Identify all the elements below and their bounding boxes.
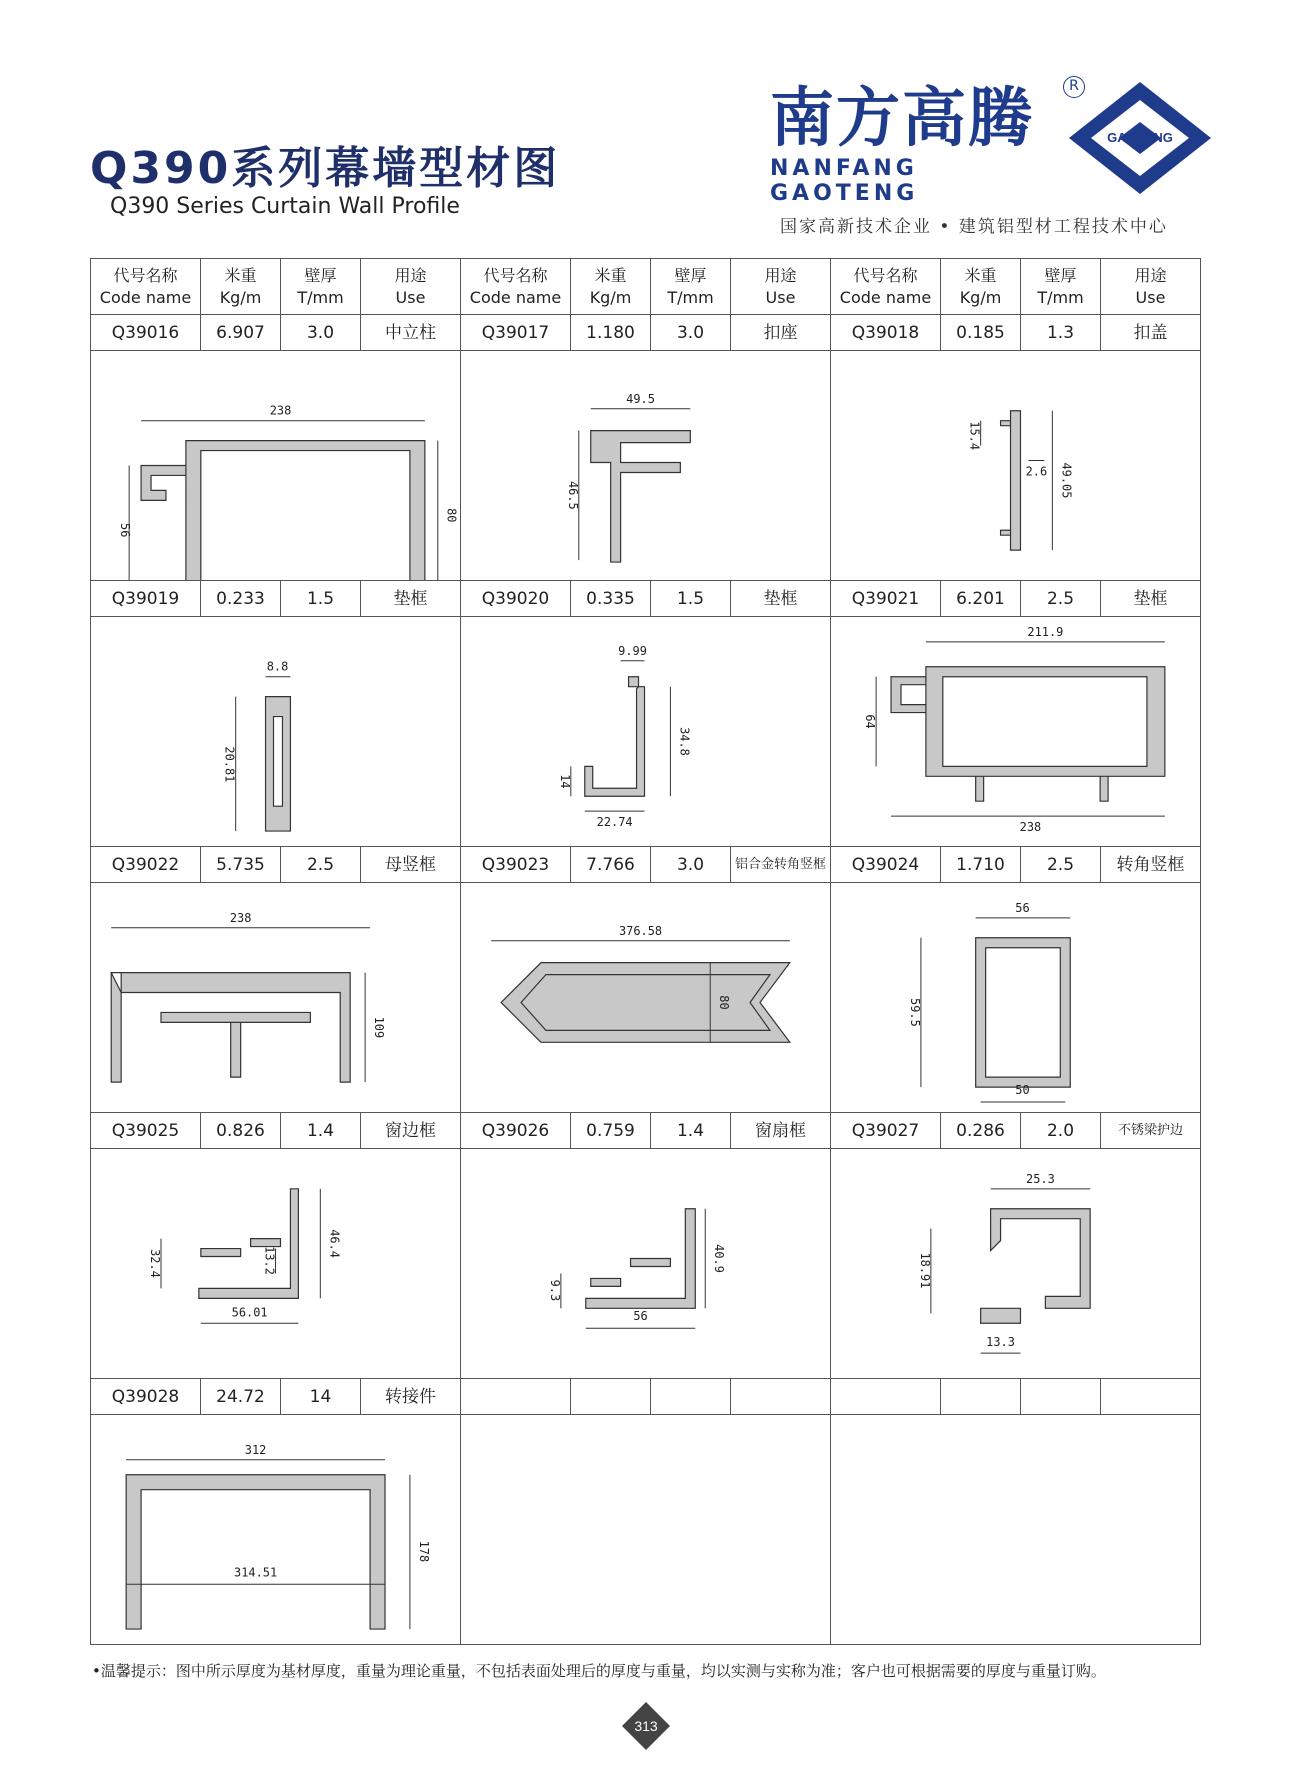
profile-outline [981, 1209, 1091, 1324]
profile-drawing-cell [830, 350, 1201, 581]
value-weight: 1.710 [940, 846, 1021, 883]
value-weight: 6.907 [200, 314, 281, 351]
page-number: 313 [634, 1718, 658, 1734]
value-weight: 0.759 [570, 1112, 651, 1149]
value-code: Q39027 [830, 1112, 941, 1149]
dimension-label: 46.4 [327, 1229, 342, 1258]
header-label-cn: 用途 [394, 266, 427, 285]
dimension-label: 109 [372, 1016, 387, 1039]
header-code [460, 258, 571, 315]
header-label-en: Kg/m [959, 288, 1002, 307]
dimension-label: 211.9 [1027, 624, 1064, 639]
value-code: Q39021 [830, 580, 941, 617]
profile-drawing-cell [460, 616, 831, 847]
profile-drawing-cell [90, 882, 461, 1113]
profile-outline [141, 441, 425, 580]
value-weight: 0.185 [940, 314, 1021, 351]
profile-drawing-cell [90, 350, 461, 581]
value-thickness: 2.5 [1020, 846, 1101, 883]
dimension-label: 14 [557, 774, 572, 789]
profile-drawing [461, 351, 830, 580]
dimension-label: 18.91 [917, 1252, 932, 1289]
profile-outline [266, 697, 291, 831]
header-label-cn: 米重 [594, 266, 627, 285]
value-code: Q39019 [90, 580, 201, 617]
header-label-cn: 代号名称 [853, 266, 918, 285]
value-thickness: 2.0 [1020, 1112, 1101, 1149]
header-label-en: Code name [839, 288, 932, 307]
header-label-en: Use [1135, 288, 1166, 307]
profile-drawing-cell [90, 1148, 461, 1379]
profile-outline [111, 973, 350, 1083]
value-code: Q39017 [460, 314, 571, 351]
value-use: 窗扇框 [730, 1112, 831, 1149]
profile-drawing-cell [460, 1148, 831, 1379]
dimension-label: 40.9 [712, 1244, 727, 1273]
value-use: 转角竖框 [1100, 846, 1201, 883]
profile-drawing-cell [830, 616, 1201, 847]
profile-outline [591, 431, 691, 562]
value-thickness: 1.4 [280, 1112, 361, 1149]
header-thickness [280, 258, 361, 315]
dimension-label: 13.2 [262, 1246, 277, 1275]
header-label-cn: 米重 [964, 266, 997, 285]
dimension-label: 56 [118, 523, 133, 538]
dimension-label: 2.6 [1025, 464, 1048, 479]
value-use: 母竖框 [360, 846, 461, 883]
dimension-label: 25.3 [1026, 1171, 1055, 1186]
profile-drawing [91, 351, 460, 580]
header-label-cn: 用途 [764, 266, 797, 285]
dimension-label: 15.4 [967, 421, 982, 451]
registered-mark: R [1063, 76, 1085, 98]
value-thickness: 3.0 [650, 846, 731, 883]
value-use: 扣盖 [1100, 314, 1201, 351]
value-weight: 24.72 [200, 1378, 281, 1415]
value-thickness: 1.4 [650, 1112, 731, 1149]
value-use: 垫框 [1100, 580, 1201, 617]
dimension-label: 9.3 [547, 1279, 562, 1302]
value-thickness: 14 [280, 1378, 361, 1415]
page-title-cn: Q390系列幕墙型材图 [90, 143, 561, 194]
value-use: 中立柱 [360, 314, 461, 351]
dimension-label: 32.4 [148, 1249, 163, 1278]
profile-drawing-cell [460, 350, 831, 581]
value-use: 垫框 [730, 580, 831, 617]
value-thickness: 1.5 [650, 580, 731, 617]
value-code: Q39023 [460, 846, 571, 883]
dimension-label: 64 [863, 714, 878, 729]
header-label-cn: 用途 [1134, 266, 1167, 285]
dimension-label: 238 [269, 403, 292, 418]
profile-drawing [461, 1149, 830, 1378]
header-label-en: Use [765, 288, 796, 307]
profile-drawing [461, 883, 830, 1112]
header-label-cn: 代号名称 [483, 266, 548, 285]
value-use: 扣座 [730, 314, 831, 351]
header-use [730, 258, 831, 315]
dimension-label: 46.5 [565, 480, 580, 510]
logo-text: GAOTENG [1107, 130, 1173, 145]
profile-drawing-cell [90, 1414, 461, 1645]
profile-drawing [91, 883, 460, 1112]
dimension-label: 238 [1019, 820, 1042, 835]
value-thickness: 1.5 [280, 580, 361, 617]
dimension-label: 80 [444, 508, 459, 523]
header-use [1100, 258, 1201, 315]
profile-table [90, 258, 1200, 1638]
dimension-label: 9.99 [618, 643, 647, 658]
header-label-en: T/mm [1037, 288, 1084, 307]
header-weight [940, 258, 1021, 315]
dimension-label: 312 [244, 1442, 267, 1457]
dimension-label: 49.5 [626, 391, 655, 406]
profile-outline [891, 667, 1165, 801]
value-thickness [650, 1378, 731, 1415]
header-label-cn: 米重 [224, 266, 257, 285]
value-weight: 0.826 [200, 1112, 281, 1149]
dimension-label: 13.3 [986, 1335, 1015, 1350]
value-code: Q39025 [90, 1112, 201, 1149]
profile-drawing [831, 617, 1200, 846]
profile-drawing-cell [460, 882, 831, 1113]
dimension-label: 178 [416, 1540, 431, 1563]
header-label-en: T/mm [297, 288, 344, 307]
dimension-label: 314.51 [234, 1565, 278, 1580]
profile-outline [126, 1475, 385, 1629]
footer-note: •温馨提示：图中所示厚度为基材厚度，重量为理论重量，不包括表面处理后的厚度与重量，均以实测与实称为准；客户也可根据需要的厚度与重量订购。 [92, 1662, 1106, 1680]
header-label-en: Use [395, 288, 426, 307]
profile-outline [586, 1209, 696, 1309]
profile-drawing [461, 617, 830, 846]
profile-outline [585, 677, 645, 796]
value-thickness: 2.5 [1020, 580, 1101, 617]
value-use: 铝合金转角竖框 [730, 846, 831, 883]
value-thickness: 1.3 [1020, 314, 1101, 351]
header-thickness [1020, 258, 1101, 315]
value-weight: 0.335 [570, 580, 651, 617]
profile-outline [501, 963, 790, 1043]
value-use: 垫框 [360, 580, 461, 617]
profile-drawing-cell [830, 882, 1201, 1113]
gaoteng-logo [1065, 78, 1215, 198]
value-use [730, 1378, 831, 1415]
page-number-badge [620, 1700, 672, 1752]
profile-drawing [831, 1149, 1200, 1378]
value-code [830, 1378, 941, 1415]
value-weight: 0.233 [200, 580, 281, 617]
value-weight [570, 1378, 651, 1415]
profile-drawing [91, 617, 460, 846]
value-code: Q39026 [460, 1112, 571, 1149]
dimension-label: 59.5 [907, 998, 922, 1027]
header-label-cn: 壁厚 [304, 266, 337, 285]
profile-outline [1001, 411, 1021, 550]
value-code: Q39016 [90, 314, 201, 351]
brand-name-cn: 南方高腾 [770, 82, 1034, 156]
header-code [90, 258, 201, 315]
brand-name-en: NANFANG GAOTENG [770, 156, 919, 206]
header-label-cn: 壁厚 [674, 266, 707, 285]
value-code: Q39024 [830, 846, 941, 883]
dimension-label: 50 [1015, 1083, 1030, 1098]
profile-outline [976, 938, 1071, 1087]
profile-drawing [91, 1149, 460, 1378]
profile-drawing-cell [460, 1414, 831, 1645]
dimension-label: 376.58 [618, 923, 663, 938]
value-use: 不锈梁护边 [1100, 1112, 1201, 1149]
dimension-label: 56.01 [231, 1305, 268, 1320]
profile-outline [199, 1189, 299, 1299]
value-code: Q39018 [830, 314, 941, 351]
value-use: 窗边框 [360, 1112, 461, 1149]
value-weight: 1.180 [570, 314, 651, 351]
dimension-label: 80 [717, 995, 732, 1010]
header-label-en: Code name [99, 288, 192, 307]
value-thickness [1020, 1378, 1101, 1415]
header-thickness [650, 258, 731, 315]
header-weight [200, 258, 281, 315]
value-weight [940, 1378, 1021, 1415]
profile-drawing [831, 351, 1200, 580]
profile-drawing [831, 883, 1200, 1112]
slogan: 国家高新技术企业 • 建筑铝型材工程技术中心 [780, 217, 1168, 237]
value-weight: 5.735 [200, 846, 281, 883]
dimension-label: 238 [229, 910, 252, 925]
dimension-label: 20.81 [222, 746, 237, 783]
value-code [460, 1378, 571, 1415]
dimension-label: 56 [1015, 900, 1030, 915]
value-weight: 7.766 [570, 846, 651, 883]
header-label-en: Kg/m [589, 288, 632, 307]
profile-drawing [91, 1415, 460, 1644]
header-label-en: Code name [469, 288, 562, 307]
value-weight: 0.286 [940, 1112, 1021, 1149]
value-thickness: 2.5 [280, 846, 361, 883]
header-weight [570, 258, 651, 315]
header-use [360, 258, 461, 315]
header-label-en: T/mm [667, 288, 714, 307]
value-use: 转接件 [360, 1378, 461, 1415]
brand [770, 84, 1060, 206]
header-label-cn: 壁厚 [1044, 266, 1077, 285]
value-thickness: 3.0 [280, 314, 361, 351]
dimension-label: 22.74 [596, 815, 633, 830]
dimension-label: 34.8 [677, 727, 692, 756]
header-label-cn: 代号名称 [113, 266, 178, 285]
profile-drawing-cell [830, 1148, 1201, 1379]
profile-drawing-cell [90, 616, 461, 847]
value-weight: 6.201 [940, 580, 1021, 617]
page-title-en: Q390 Series Curtain Wall Profile [110, 194, 460, 219]
value-code: Q39022 [90, 846, 201, 883]
value-use [1100, 1378, 1201, 1415]
header-label-en: Kg/m [219, 288, 262, 307]
value-thickness: 3.0 [650, 314, 731, 351]
dimension-label: 49.05 [1059, 462, 1074, 499]
dimension-label: 56 [633, 1309, 648, 1324]
value-code: Q39020 [460, 580, 571, 617]
dimension-label: 8.8 [266, 659, 289, 674]
header-code [830, 258, 941, 315]
value-code: Q39028 [90, 1378, 201, 1415]
profile-drawing-cell [830, 1414, 1201, 1645]
